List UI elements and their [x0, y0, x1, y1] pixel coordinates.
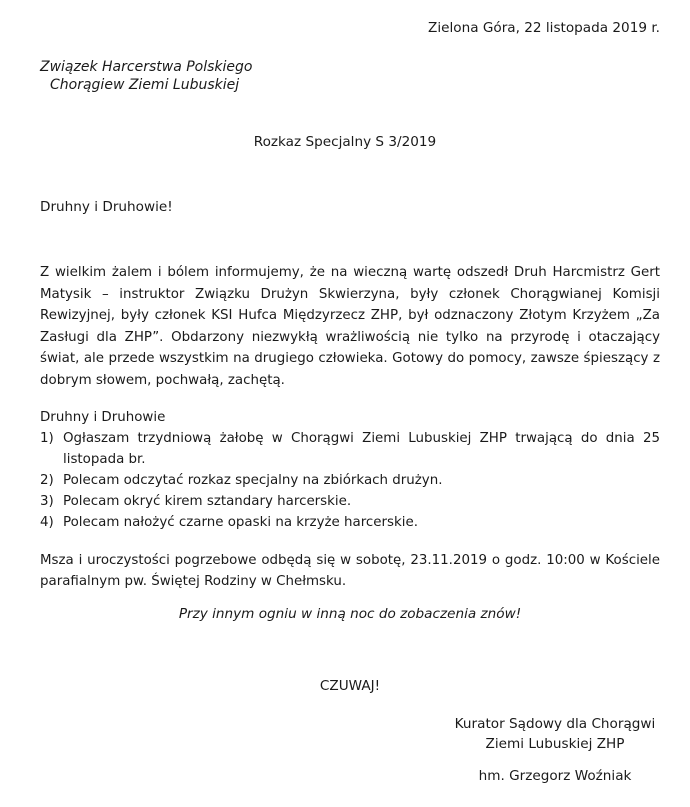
organization-header — [40, 58, 252, 94]
list-item-text: Ogłaszam trzydniową żałobę w Chorągwi Ziemi Lubuskiej ZHP trwającą do dnia 25 listopada br. — [63, 431, 660, 467]
list-item-number: 4) — [40, 515, 54, 530]
list-item — [40, 512, 660, 533]
signatory-role-line: Ziemi Lubuskiej ZHP — [485, 736, 625, 752]
signatory-name: hm. Grzegorz Woźniak — [478, 768, 632, 784]
orders-section — [40, 407, 660, 533]
place-date: Zielona Góra, 22 listopada 2019 r. — [428, 20, 660, 36]
mass-info-paragraph: Msza i uroczystości pogrzebowe odbędą się w sobotę, 23.11.2019 o godz. 10:00 w Kościele parafialnym pw. Świętej Rodziny w Chełmsku. — [40, 553, 660, 589]
list-item-text: Polecam odczytać rozkaz specjalny na zbiórkach drużyn. — [63, 473, 443, 488]
signatory-role — [420, 714, 690, 754]
list-item-text: Polecam okryć kirem sztandary harcerskie. — [63, 494, 352, 509]
closing-salute: CZUWAJ! — [319, 678, 381, 694]
orders-intro: Druhny i Druhowie — [40, 410, 166, 425]
list-item-text: Polecam nałożyć czarne opaski na krzyże harcerskie. — [63, 515, 418, 530]
list-item — [40, 470, 660, 491]
list-item-number: 3) — [40, 494, 54, 509]
announcement-paragraph: Z wielkim żalem i bólem informujemy, że na wieczną wartę odszedł Druh Harcmistrz Gert Matysik – instruktor Związku Drużyn Skwierzyna, były członek Chorągwianej Komisji Rewizyjnej, były członek KSI Hufca Międzyrzecz ZHP, był odznaczony Złotym Krzyżem „Za Zasługi dla ZHP”. Obdarzony niezwykłą wrażliwością nie tylko na przyrodę i otaczający świat, ale przede wszystkim na drugiego człowieka. Gotowy do pomocy, zawsze śpieszący z dobrym słowem, pochwałą, zachętą. — [40, 265, 660, 388]
list-item — [40, 491, 660, 512]
order-title: Rozkaz Specjalny S 3/2019 — [253, 134, 437, 150]
greeting: Druhny i Druhowie! — [40, 199, 173, 215]
list-item-number: 1) — [40, 431, 54, 446]
signatory-role-line: Kurator Sądowy dla Chorągwi — [454, 716, 656, 732]
orders-list — [40, 428, 660, 533]
organization-unit: Chorągiew Ziemi Lubuskiej — [50, 77, 240, 93]
organization-name: Związek Harcerstwa Polskiego — [40, 59, 253, 75]
list-item — [40, 428, 660, 470]
list-item-number: 2) — [40, 473, 54, 488]
motto: Przy innym ogniu w inną noc do zobaczenia znów! — [178, 606, 522, 622]
